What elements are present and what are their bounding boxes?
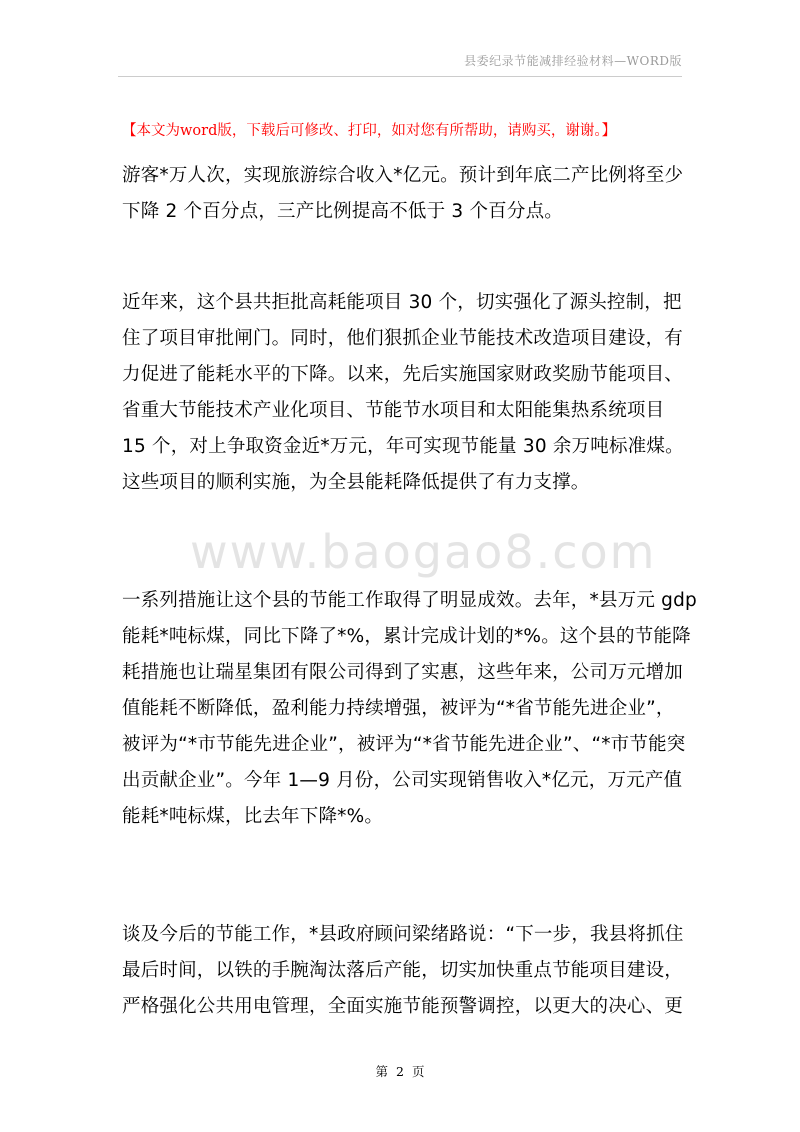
paragraph-3: [122, 583, 697, 835]
page-label-prefix: 第: [375, 1064, 389, 1079]
text-line: 近年来，这个县共拒批高耗能项目 30 个，切实强化了源头控制，把: [122, 292, 682, 313]
text-line: 严格强化公共用电管理，全面实施节能预警调控，以更大的决心、更: [122, 996, 684, 1017]
text-line: 值能耗不断降低，盈利能力持续增强，被评为“*省节能先进企业”，: [122, 698, 675, 719]
text-line: 谈及今后的节能工作，*县政府顾问梁绪路说：“下一步，我县将抓住: [122, 924, 684, 945]
paragraph-2: [122, 285, 684, 501]
text-line: 最后时间，以铁的手腕淘汰落后产能，切实加快重点节能项目建设，: [122, 960, 684, 981]
page-footer: [0, 1062, 800, 1080]
text-line: 省重大节能技术产业化项目、节能节水项目和太阳能集热系统项目: [122, 400, 665, 421]
text-line: 住了项目审批闸门。同时，他们狠抓企业节能技术改造项目建设，有: [122, 328, 684, 349]
text-line: 被评为“*市节能先进企业”，被评为“*省节能先进企业”、“*市节能突: [122, 734, 686, 755]
text-line: 这些项目的顺利实施，为全县能耗降低提供了有力支撑。: [122, 472, 590, 493]
watermark: www.baogao8.com: [190, 525, 657, 579]
page-label-suffix: 页: [411, 1064, 425, 1079]
text-line: 一系列措施让这个县的节能工作取得了明显成效。去年，*县万元 gdp: [122, 590, 697, 611]
page-number: 2: [396, 1064, 404, 1079]
page-header-title: 县委纪录节能减排经验材料—WORD版: [464, 54, 682, 68]
text-line: 力促进了能耗水平的下降。以来，先后实施国家财政奖励节能项目、: [122, 364, 684, 385]
header-divider: [118, 76, 682, 77]
paragraph-1: [122, 158, 683, 230]
text-line: 耗措施也让瑞星集团有限公司得到了实惠，这些年来，公司万元增加: [122, 662, 684, 683]
text-line: 能耗*吨标煤，比去年下降*%。: [122, 806, 384, 827]
text-line: 出贡献企业”。今年 1—9 月份，公司实现销售收入*亿元，万元产值: [122, 770, 683, 791]
text-line: 能耗*吨标煤，同比下降了*%，累计完成计划的*%。这个县的节能降: [122, 626, 691, 647]
text-line: 游客*万人次，实现旅游综合收入*亿元。预计到年底二产比例将至少: [122, 165, 684, 186]
paragraph-4: [122, 917, 684, 1025]
download-notice: 【本文为word版，下载后可修改、打印，如对您有所帮助，请购买，谢谢。】: [122, 123, 617, 139]
text-line: 15 个，对上争取资金近*万元，年可实现节能量 30 余万吨标准煤。: [122, 436, 684, 457]
text-line: 下降 2 个百分点，三产比例提高不低于 3 个百分点。: [122, 201, 563, 222]
